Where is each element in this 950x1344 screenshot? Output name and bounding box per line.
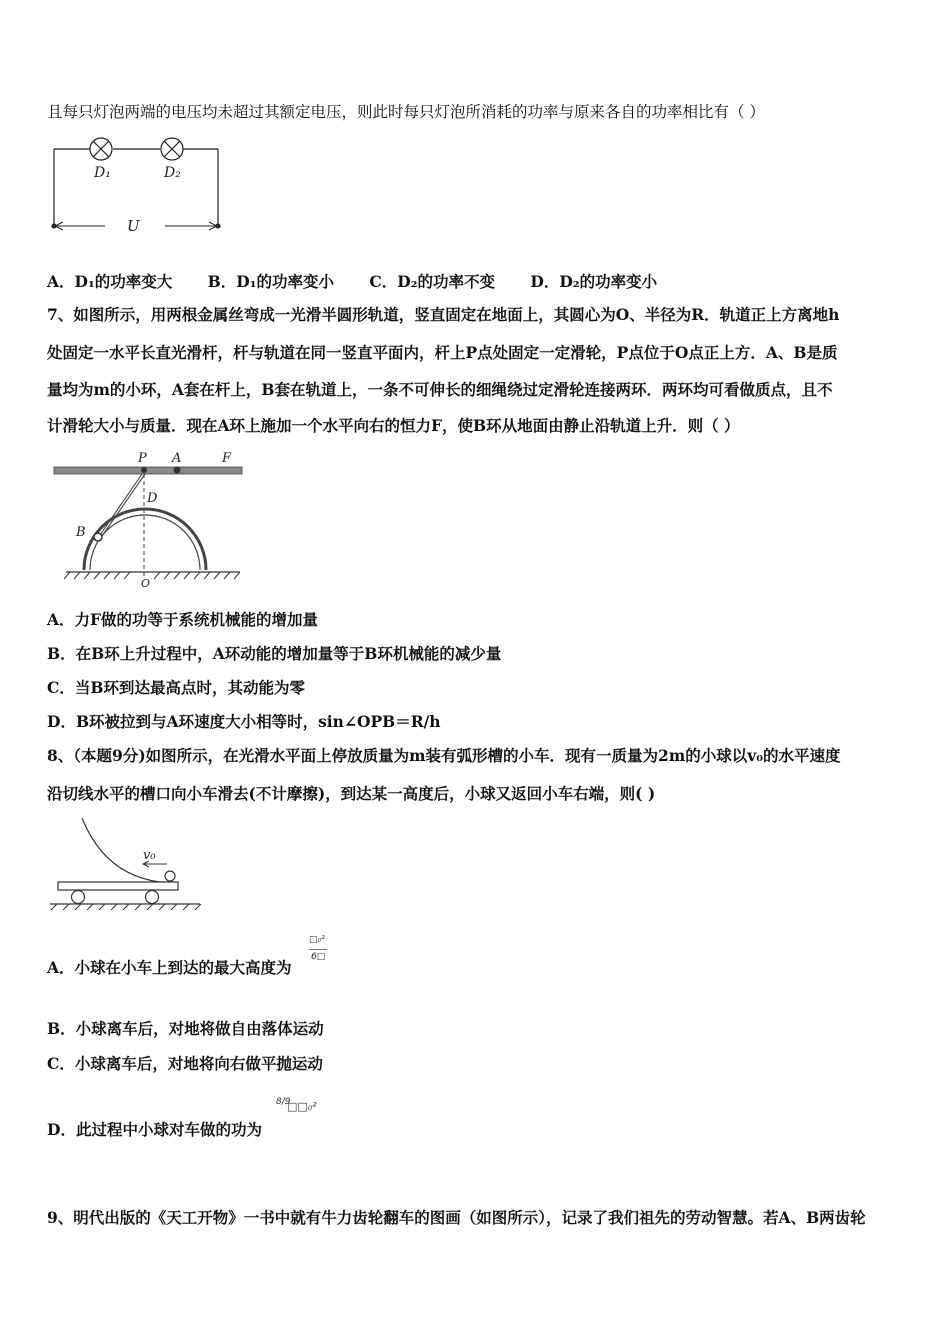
bulb-d2-icon <box>161 138 183 160</box>
voltage-label: U <box>127 217 140 235</box>
label-b: B <box>76 525 86 540</box>
q8-option-c[interactable]: C．小球离车后，对地将向右做平抛运动 <box>47 1054 323 1073</box>
q6-intro: 且每只灯泡两端的电压均未超过其额定电压，则此时每只灯泡所消耗的功率与原来各自的功率相比有（ ） <box>47 103 765 121</box>
q7-stem-line-4: 计滑轮大小与质量．现在A环上施加一个水平向右的恒力F，使B环从地面由静止沿轨道上升．则（ ） <box>47 416 740 435</box>
q7-stem-line-2: 处固定一水平长直光滑杆，杆与轨道在同一竖直平面内，杆上P点处固定一定滑轮，P点位于O点正上方．A、B是质 <box>47 343 838 362</box>
label-f: F <box>222 451 232 466</box>
q8-option-b[interactable]: B．小球离车后，对地将做自由落体运动 <box>47 1019 324 1038</box>
bulb-d1-icon <box>90 138 112 160</box>
label-o: O <box>141 577 151 587</box>
q6-option-a[interactable]: A．D₁的功率变大 <box>47 272 173 291</box>
q8-cart-figure <box>45 815 205 915</box>
q8-formula-a-numerator: □₀² <box>309 935 325 945</box>
q7-stem-line-1: 7、如图所示，用两根金属丝弯成一光滑半圆形轨道，竖直固定在地面上，其圆心为O、半径为R．轨道正上方离地h <box>47 305 840 324</box>
q7-option-a[interactable]: A．力F做的功等于系统机械能的增加量 <box>47 610 319 629</box>
label-p: P <box>138 451 147 466</box>
q7-track-figure <box>50 447 250 587</box>
v0-label: v₀ <box>143 848 156 863</box>
q9-stem-line-1: 9、明代出版的《天工开物》一书中就有牛力齿轮翻车的图画（如图所示），记录了我们祖先的劳动智慧。若A、B两齿轮 <box>47 1208 866 1227</box>
q6-options <box>47 270 687 292</box>
q6-option-d[interactable]: D．D₂的功率变小 <box>530 272 658 291</box>
q7-option-b[interactable]: B．在B环上升过程中，A环动能的增加量等于B环机械能的减少量 <box>47 644 502 663</box>
q8-formula-d-body: □□₀² <box>287 1100 317 1113</box>
q8-stem-line-1: 8、（本题9分)如图所示，在光滑水平面上停放质量为m装有弧形槽的小车．现有一质量为2m的小球以v₀的水平速度 <box>47 746 841 765</box>
q8-stem-line-2: 沿切线水平的槽口向小车滑去(不计摩擦)，到达某一高度后，小球又返回小车右端，则( ) <box>47 784 656 803</box>
q8-formula-d-coefficient: 8/9 <box>276 1097 291 1107</box>
label-d: D <box>147 491 158 506</box>
label-a: A <box>172 451 182 466</box>
q7-stem-line-3: 量均为m的小环，A套在杆上，B套在轨道上，一条不可伸长的细绳绕过定滑轮连接两环．两环均可看做质点，且不 <box>47 380 833 399</box>
bulb-d1-label: D₁ <box>94 165 111 181</box>
q8-option-d[interactable]: D．此过程中小球对车做的功为 <box>47 1120 262 1139</box>
q6-option-b[interactable]: B．D₁的功率变小 <box>207 272 335 291</box>
q7-option-d[interactable]: D．B环被拉到与A环速度大小相等时，sin∠OPB＝R/h <box>47 712 441 731</box>
q7-option-c[interactable]: C．当B环到达最高点时，其动能为零 <box>47 678 305 697</box>
q8-option-a[interactable]: A．小球在小车上到达的最大高度为 <box>47 958 292 977</box>
q8-formula-a-denominator: 6□ <box>311 952 326 962</box>
bulb-d2-label: D₂ <box>164 165 181 181</box>
q6-option-c[interactable]: C．D₂的功率不变 <box>369 272 495 291</box>
q6-circuit-figure <box>45 134 230 244</box>
q8-formula-a-bar <box>309 949 327 950</box>
